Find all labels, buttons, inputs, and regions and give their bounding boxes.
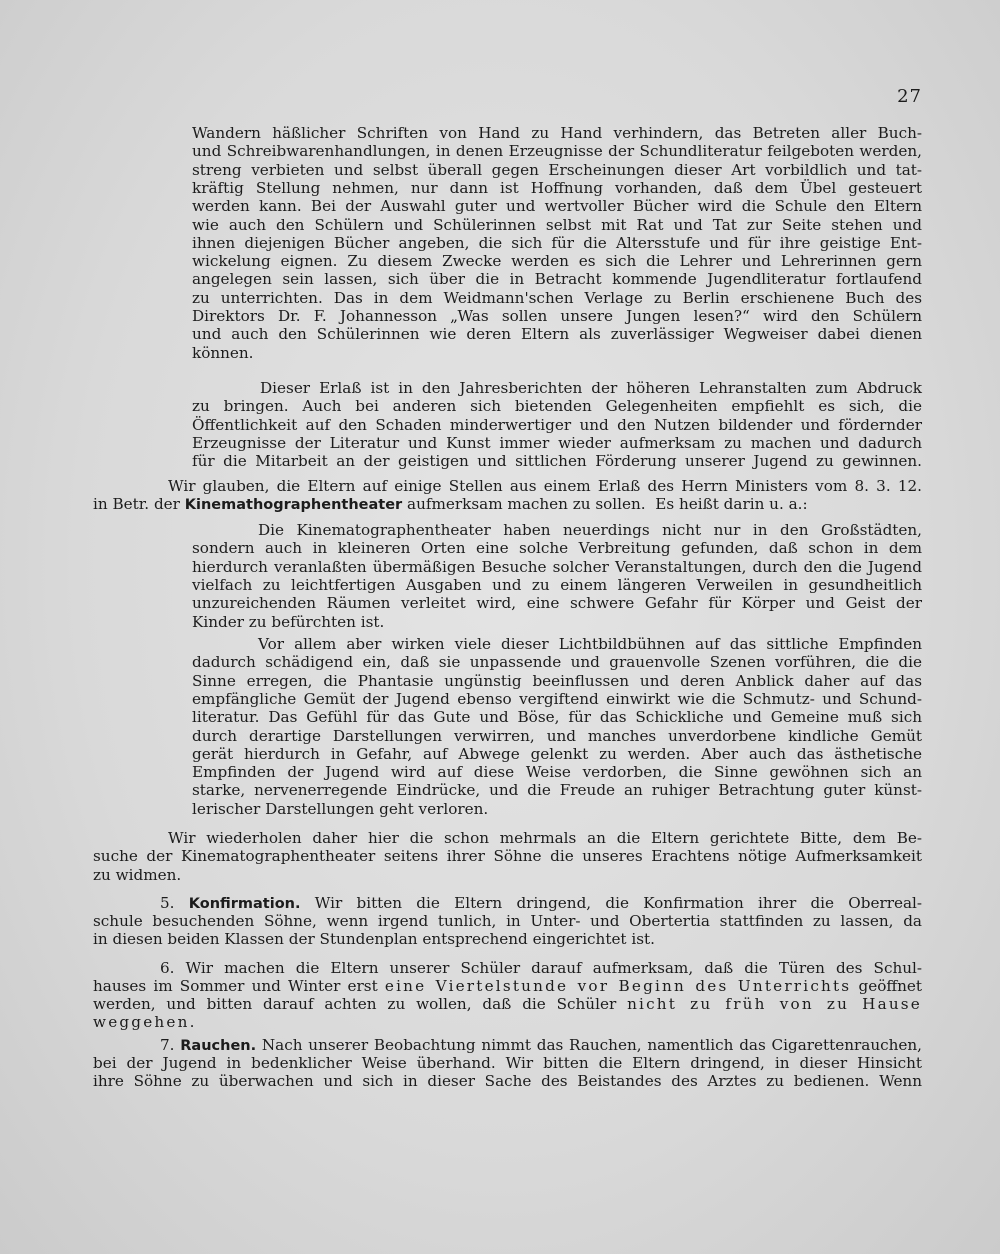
text-run: unzureichenden Räumen verleitet wird, eine schwere Gefahr für Körper und Geist der — [192, 594, 922, 613]
text-line — [192, 653, 922, 671]
text-line — [192, 270, 922, 288]
text-line — [93, 930, 922, 948]
text-line — [192, 800, 922, 818]
section-heading: Rauchen. — [180, 1038, 257, 1054]
text-run: Kinder zu befürchten ist. — [192, 612, 385, 631]
text-run: zu unterrichten. Das in dem Weidmann'schen Verlage zu Berlin erschienene Buch des — [192, 288, 922, 307]
text-run: werden kann. Bei der Auswahl guter und wertvoller Bücher wird die Schule den Eltern — [192, 197, 922, 216]
text-line — [192, 576, 922, 594]
emphasized-text: weggehen. — [93, 1013, 197, 1031]
text-run: durch derartige Darstellungen verwirren, und manches unverdorbene kindliche Gemüt — [192, 726, 922, 745]
text-line — [192, 727, 922, 745]
text-line — [192, 452, 922, 470]
text-run: hierdurch veranlaßten übermäßigen Besuche solcher Veranstaltungen, durch den die Jugend — [192, 557, 922, 576]
emphasized-text: nicht zu früh von zu Hause — [627, 995, 922, 1013]
text-line — [160, 894, 922, 913]
text-run: Vor allem aber wirken viele dieser Lichtbildbühnen auf das sittliche Empfinden — [258, 635, 922, 653]
text-line — [192, 613, 922, 631]
text-line — [93, 1072, 922, 1090]
text-run: zu bringen. Auch bei anderen sich bietenden Gelegenheiten empfiehlt es sich, die — [192, 397, 922, 416]
text-run: Dieser Erlaß ist in den Jahresberichten der höheren Lehranstalten zum Abdruck — [260, 379, 922, 397]
text-run: sondern auch in kleineren Orten eine solche Verbreitung gefunden, daß schon in dem — [192, 539, 922, 558]
text-line — [192, 416, 922, 434]
text-run: 6. Wir machen die Eltern unserer Schüler darauf aufmerksam, daß die Türen des Schul- — [160, 959, 922, 977]
section-heading: Konfirmation. — [188, 896, 301, 912]
text-line — [192, 234, 922, 252]
text-line — [192, 216, 922, 234]
text-line — [258, 521, 922, 539]
text-line — [192, 690, 922, 708]
text-run: Sinne erregen, die Phantasie ungünstig beeinflussen und deren Anblick daher auf das — [192, 671, 922, 690]
text-run: Direktors Dr. F. Johannesson „Was sollen unsere Jungen lesen?“ wird den Schülern — [192, 307, 922, 325]
text-run: schule besuchenden Söhne, wenn irgend tunlich, in Unter- und Obertertia stattfinden zu lassen, da — [93, 912, 922, 930]
text-line — [258, 635, 922, 653]
text-run: Wir wiederholen daher hier die schon mehrmals an die Eltern gerichtete Bitte, dem Be- — [168, 829, 922, 847]
text-line — [192, 161, 922, 179]
text-run: werden, und bitten darauf achten zu wollen, daß die Schüler — [93, 995, 628, 1013]
text-line — [192, 434, 922, 452]
text-run: 7. — [160, 1036, 181, 1054]
text-run: Wir glauben, die Eltern auf einige Stellen aus einem Erlaß des Herrn Ministers vom 8. 3. 12. — [168, 477, 922, 495]
text-run: 5. — [160, 894, 189, 912]
page-number: 27 — [897, 86, 922, 107]
text-run: in Betr. der — [93, 495, 185, 513]
text-line — [192, 594, 922, 612]
text-line — [260, 379, 922, 397]
text-line — [192, 197, 922, 215]
text-run: gerät hierdurch in Gefahr, auf Abwege gelenkt zu werden. Aber auch das ästhetische — [192, 744, 922, 763]
text-line — [192, 397, 922, 415]
text-run: Erzeugnisse der Literatur und Kunst immer wieder aufmerksam zu machen und dadurch — [192, 433, 922, 452]
text-run: kräftig Stellung nehmen, nur dann ist Hoffnung vorhanden, daß dem Übel gesteuert — [192, 178, 922, 197]
text-run: streng verbieten und selbst überall gegen Erscheinungen dieser Art vorbildlich und tat- — [192, 160, 922, 179]
text-run: und Schreibwarenhandlungen, in denen Erzeugnisse der Schundliteratur feilgeboten werden, — [192, 142, 922, 161]
text-run: Empfinden der Jugend wird auf diese Weise verdorben, die Sinne gewöhnen sich an — [192, 763, 922, 782]
text-line — [192, 325, 922, 343]
text-run: geöffnet — [851, 977, 923, 995]
text-run: ihnen diejenigen Bücher angeben, die sich für die Altersstufe und für ihre geistige Ent- — [192, 233, 922, 252]
text-line — [192, 708, 922, 726]
text-run: Nach unserer Beobachtung nimmt das Rauchen, namentlich das Cigarettenrauchen, — [256, 1036, 922, 1054]
text-line — [168, 829, 922, 847]
text-run: literatur. Das Gefühl für das Gute und Böse, für das Schickliche und Gemeine muß sich — [192, 708, 922, 727]
text-run: Die Kinematographentheater haben neuerdings nicht nur in den Großstädten, — [258, 521, 922, 539]
text-line — [192, 558, 922, 576]
text-line — [93, 995, 922, 1013]
text-run: hauses im Sommer und Winter erst — [93, 977, 385, 995]
text-line — [93, 977, 922, 995]
text-run: lerischer Darstellungen geht verloren. — [192, 799, 489, 818]
text-line — [192, 142, 922, 160]
text-line — [160, 959, 922, 977]
text-run: vielfach zu leichtfertigen Ausgaben und zu einem längeren Verweilen in gesundheitlich — [192, 575, 922, 594]
text-run: angelegen sein lassen, sich über die in Betracht kommende Jugendliteratur fortlaufend — [192, 270, 922, 289]
text-line — [192, 539, 922, 557]
text-line — [192, 289, 922, 307]
text-run: dadurch schädigend ein, daß sie unpassende und grauenvolle Szenen vorführen, die die — [192, 653, 922, 672]
text-line — [93, 866, 922, 884]
text-run: wickelung eignen. Zu diesem Zwecke werden es sich die Lehrer und Lehrerinnen gern — [192, 252, 922, 271]
text-line — [160, 1036, 922, 1055]
text-line — [192, 781, 922, 799]
emphasized-text: eine Viertelstunde vor Beginn des Unterrichts — [384, 977, 852, 995]
text-run: können. — [192, 343, 254, 362]
text-line — [93, 847, 922, 865]
text-line — [192, 763, 922, 781]
text-run: ihre Söhne zu überwachen und sich in dieser Sache des Beistandes des Arztes zu bedienen. Wenn — [93, 1072, 922, 1091]
text-run: Wir bitten die Eltern dringend, die Konfirmation ihrer die Oberreal- — [300, 894, 922, 912]
text-run: empfängliche Gemüt der Jugend ebenso vergiftend einwirkt wie die Schmutz- und Schund- — [192, 689, 922, 708]
text-line — [192, 252, 922, 270]
text-run: zu widmen. — [93, 865, 182, 884]
text-run: bei der Jugend in bedenklicher Weise überhand. Wir bitten die Eltern dringend, in dieser Hinsicht — [93, 1054, 922, 1072]
text-line — [192, 124, 922, 142]
text-line — [168, 477, 922, 495]
text-line — [192, 179, 922, 197]
text-run: in diesen beiden Klassen der Stundenplan entsprechend eingerichtet ist. — [93, 930, 655, 949]
text-line — [192, 745, 922, 763]
text-run: suche der Kinematographentheater seitens ihrer Söhne die unseres Erachtens nötige Aufmerksamkeit — [93, 847, 922, 866]
text-line — [192, 344, 922, 362]
text-run: starke, nervenerregende Eindrücke, und die Freude an ruhiger Betrachtung guter künst- — [192, 781, 922, 800]
text-line — [93, 912, 922, 930]
highlighted-term: Kinemathographentheater — [184, 497, 403, 513]
text-run: wie auch den Schülern und Schülerinnen selbst mit Rat und Tat zur Seite stehen und — [192, 215, 922, 234]
text-line — [93, 495, 808, 514]
text-line — [192, 307, 922, 325]
text-run: aufmerksam machen zu sollen. Es heißt darin u. a.: — [402, 495, 808, 513]
text-line — [93, 1013, 400, 1031]
text-run: Öffentlichkeit auf den Schaden minderwertiger und den Nutzen bildender und fördernder — [192, 415, 922, 434]
text-line — [93, 1054, 922, 1072]
text-run: Wandern häßlicher Schriften von Hand zu Hand verhindern, das Betreten aller Buch- — [192, 124, 922, 142]
text-run: für die Mitarbeit an der geistigen und sittlichen Förderung unserer Jugend zu gewinnen. — [192, 452, 922, 471]
text-run: und auch den Schülerinnen wie deren Eltern als zuverlässiger Wegweiser dabei dienen — [192, 325, 922, 344]
text-line — [192, 672, 922, 690]
